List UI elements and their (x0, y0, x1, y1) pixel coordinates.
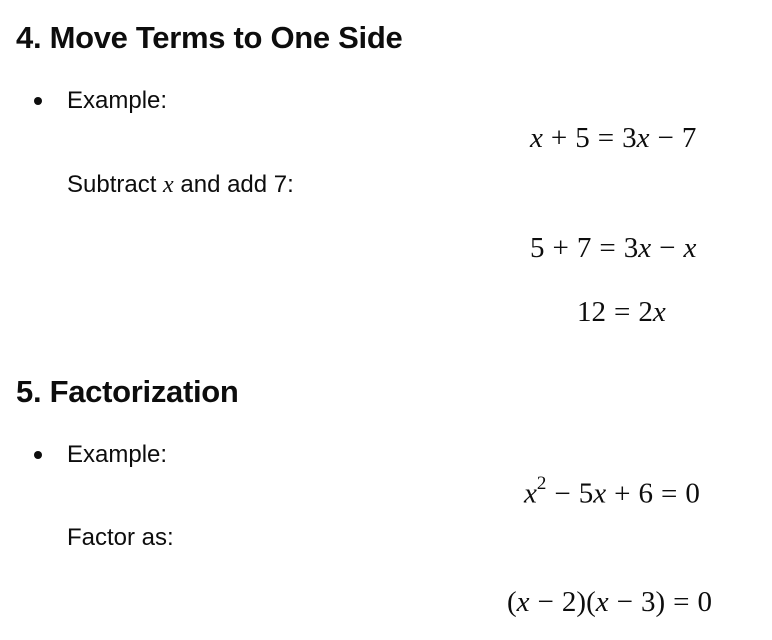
equation-factored (507, 586, 712, 619)
operator-minus: − (537, 586, 554, 618)
number-0: 0 (685, 477, 700, 510)
variable-x: x (516, 586, 530, 618)
variable-x: x (636, 122, 650, 154)
equation-5-plus-7 (530, 232, 696, 265)
equation-x-plus-5 (530, 122, 696, 155)
section-5-heading: 5. Factorization (16, 374, 239, 409)
number-0: 0 (697, 586, 713, 618)
equals-sign: = (660, 477, 678, 510)
instruction-text-before: Subtract (67, 171, 164, 198)
coefficient-2: 2 (638, 296, 653, 328)
equals-sign: = (599, 232, 616, 264)
number-2: 2 (561, 586, 577, 618)
coefficient-3: 3 (623, 232, 639, 264)
number-3: 3 (640, 586, 656, 618)
paren-close: ) (576, 586, 587, 618)
bullet-dot (34, 97, 42, 105)
equals-sign: = (614, 296, 631, 328)
operator-plus: + (550, 122, 568, 154)
section-4-heading: 4. Move Terms to One Side (16, 20, 403, 55)
variable-x: x (638, 232, 652, 264)
variable-x: x (595, 586, 609, 618)
operator-plus: + (614, 477, 631, 510)
variable-x: x (530, 122, 543, 154)
operator-plus: + (552, 232, 569, 264)
equals-sign: = (597, 122, 615, 154)
operator-minus: − (657, 122, 674, 154)
paren-open: ( (586, 586, 596, 618)
variable-x: x (652, 296, 666, 328)
coefficient-3: 3 (622, 122, 637, 154)
number-5: 5 (575, 122, 590, 154)
number-12: 12 (577, 296, 606, 328)
instruction-subtract (67, 171, 294, 199)
equation-quadratic (524, 473, 700, 511)
operator-minus: − (616, 586, 633, 618)
paren-open: ( (507, 586, 517, 618)
operator-minus: − (659, 232, 676, 264)
variable-x: x (524, 477, 537, 510)
number-7: 7 (576, 232, 592, 264)
number-7: 7 (681, 122, 697, 154)
example-label: Example: (67, 441, 168, 468)
equation-12-equals-2x (577, 296, 666, 329)
equals-sign: = (673, 586, 690, 618)
paren-close: ) (655, 586, 666, 618)
exponent-2: 2 (536, 473, 547, 494)
bullet-dot (34, 451, 42, 459)
number-5: 5 (530, 232, 545, 264)
coefficient-5: 5 (578, 477, 594, 510)
operator-minus: − (554, 477, 571, 510)
instruction-text-after: and add 7: (173, 171, 294, 198)
variable-x: x (683, 232, 697, 264)
variable-x: x (163, 172, 174, 198)
variable-x: x (593, 477, 607, 510)
number-6: 6 (638, 477, 653, 510)
example-label: Example: (67, 87, 168, 114)
instruction-factor: Factor as: (67, 524, 174, 551)
